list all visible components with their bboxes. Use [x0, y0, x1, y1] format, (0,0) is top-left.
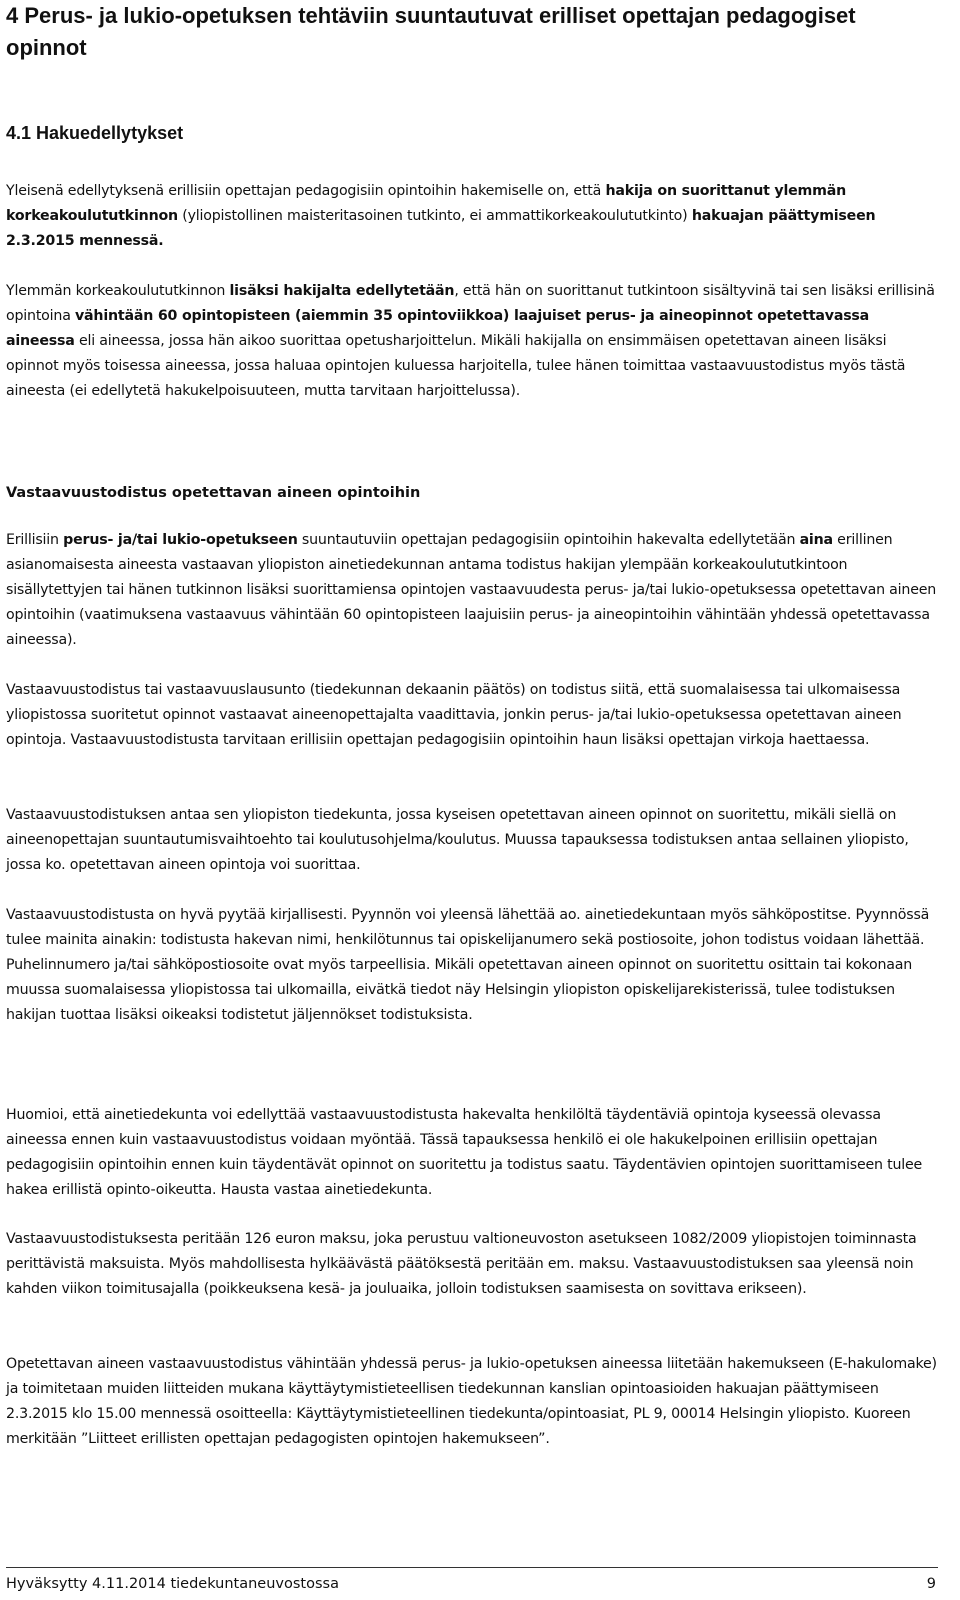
paragraph-supplementary-studies: Huomioi, että ainetiedekunta voi edellyttää vastaavuustodistusta hakevalta henkilöltä täydentäviä opintoja kyseessä olevassa aineessa ennen kuin vastaavuustodistus voidaan myöntää. Tässä tapauksessa henkilö ei ole hakukelpoinen erillisiin opettajan pedagogisiin opintoihin ennen kuin täydentävät opinnot on suoritettu ja todistus saatu. Täydentävien opintojen suorittamiseen tulee hakea erillistä opinto-oikeutta. Hausta vastaa ainetiedekunta. [6, 1107, 923, 1198]
paragraph-submission: Opetettavan aineen vastaavuustodistus vähintään yhdessä perus- ja lukio-opetuksen aineessa liitetään hakemukseen (E-hakulomake) ja toimitetaan muiden liitteiden mukana käyttäytymistieteellisen tiedekunnan kanslian opintoasioiden hakuajan päättymiseen 2.3.2015 klo 15.00 mennessä osoitteella: Käyttäytymistieteellinen tiedekunta/opintoasiat, PL 9, 00014 Helsingin yliopisto. Kuoreen merkitään ”Liitteet erillisten opettajan pedagogisten opintojen hakemukseen”. [6, 1356, 937, 1447]
text: suuntautuviin opettajan pedagogisiin opintoihin hakevalta edellytetään [297, 532, 800, 548]
footer-approval-note: Hyväksytty 4.11.2014 tiedekuntaneuvostossa [6, 1576, 339, 1592]
text: Yleisenä edellytyksenä erillisiin opettajan pedagogisiin opintoihin hakemiselle on, että [6, 183, 606, 199]
section-title: 4.1 Hakuedellytykset [6, 123, 184, 143]
page-number: 9 [926, 1576, 936, 1592]
bold-text: perus- ja/tai lukio-opetukseen [63, 532, 298, 548]
paragraph-certificate-definition: Vastaavuustodistus tai vastaavuuslausunto (tiedekunnan dekaanin päätös) on todistus siitä, että suomalaisessa tai ulkomaisessa yliopistossa suoritetut opinnot vastaavat aineenopettajalta vaadittavia, jonkin perus- ja/tai lukio-opetuksessa opetettavan aineen opintoja. Vastaavuustodistusta tarvitaan erillisiin opettajan pedagogisiin opintoihin haun lisäksi opettajan virkoja haettaessa. [6, 682, 902, 748]
text: erillinen asianomaisesta aineesta vastaavan yliopiston ainetiedekunnan antama todistus hakijan ylempään korkeakoulututkintoon sisällytettyjen tai hänen tutkinnon lisäksi suorittamiensa opintojen vastaavuudesta perus- ja/tai lukio-opetuksessa opetettavan aineen opintoihin (vaatimuksena vastaavuus vähintään 60 opintopisteen laajuisiin perus- ja aineopintoihin vähintään yhdessä opetettavassa aineessa). [6, 532, 937, 648]
subheading: Vastaavuustodistus opetettavan aineen opintoihin [6, 485, 421, 501]
bold-text: vähintään 60 opintopisteen (aiemmin 35 opintoviikkoa) laajuiset perus- ja aineopinnot opetettavassa aineessa [6, 307, 870, 349]
paragraph-certificate-required [6, 528, 942, 653]
bold-text: hakuajan päättymiseen 2.3.2015 mennessä. [6, 207, 876, 249]
text: Ylemmän korkeakoulututkinnon [6, 283, 230, 299]
bold-text: hakija on suorittanut ylemmän korkeakoulututkinnon [6, 183, 846, 224]
text: Erillisiin [6, 532, 64, 548]
paragraph-fee: Vastaavuustodistuksesta peritään 126 euron maksu, joka perustuu valtioneuvoston asetukseen 1082/2009 yliopistojen toiminnasta perittävistä maksuista. Myös mahdollisesta hylkäävästä päätöksestä peritään em. maksu. Vastaavuustodistuksen saa yleensä noin kahden viikon toimitusajalla (poikkeuksena kesä- ja jouluaika, jolloin todistuksen saamisesta on sovittava erikseen). [6, 1231, 917, 1297]
bold-text: aina [799, 532, 833, 548]
paragraph-additional-requirement [6, 279, 942, 404]
chapter-title: 4 Perus- ja lukio-opetuksen tehtäviin suuntautuvat erilliset opettajan pedagogiset opinnot [6, 3, 856, 60]
text: , että hän on suorittanut tutkintoon sisältyvinä tai sen lisäksi erillisinä opintoina [6, 283, 935, 324]
paragraph-certificate-issuer: Vastaavuustodistuksen antaa sen yliopiston tiedekunta, jossa kyseisen opetettavan aineen opinnot on suoritettu, mikäli siellä on aineenopettajan suuntautumisvaihtoehto tai koulutusohjelma/koulutus. Muussa tapauksessa todistuksen antaa sellainen yliopisto, jossa ko. opetettavan aineen opintoja voi suorittaa. [6, 807, 909, 873]
paragraph-certificate-request: Vastaavuustodistusta on hyvä pyytää kirjallisesti. Pyynnön voi yleensä lähettää ao. ainetiedekuntaan myös sähköpostitse. Pyynnössä tulee mainita ainakin: todistusta hakevan nimi, henkilötunnus tai opiskelijanumero sekä postiosoite, johon todistus voidaan lähettää. Puhelinnumero ja/tai sähköpostiosoite ovat myös tarpeellisia. Mikäli opetettavan aineen opinnot on suoritettu osittain tai kokonaan muussa suomalaisessa yliopistossa tai ulkomailla, eivätkä tiedot näy Helsingin yliopiston opiskelijarekisterissä, tulee todistuksen hakijan tuottaa lisäksi oikeaksi todistetut jäljennökset todistuksista. [6, 907, 930, 1023]
bold-text: lisäksi hakijalta edellytetään [229, 283, 455, 299]
text: eli aineessa, jossa hän aikoo suorittaa opetusharjoittelun. Mikäli hakijalla on ensimmäisen opetettavan aineen lisäksi opinnot myös toisessa aineessa, jossa haluaa opintojen kuluessa harjoitella, tulee hänen toimittaa vastaavuustodistus myös tästä aineesta (ei edellytetä hakukelpoisuuteen, mutta tarvitaan harjoittelussa). [6, 332, 906, 399]
footer-divider [6, 1567, 938, 1568]
paragraph-general-requirement [6, 179, 942, 254]
text: (yliopistollinen maisteritasoinen tutkinto, ei ammattikorkeakoulututkinto) [177, 207, 692, 224]
